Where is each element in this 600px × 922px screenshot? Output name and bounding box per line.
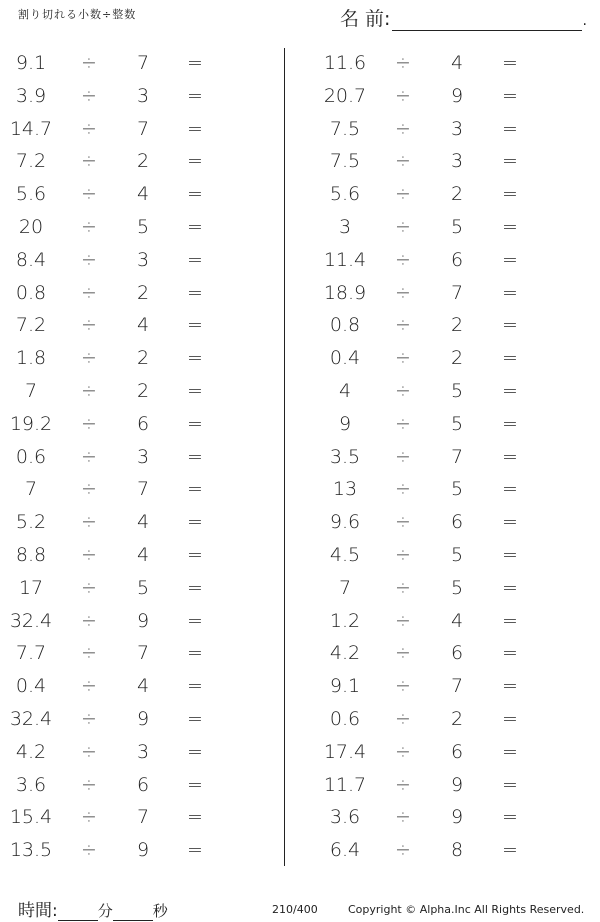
equals-sign: =	[187, 642, 203, 665]
dividend: 4.5	[329, 543, 361, 566]
dividend: 13.5	[9, 839, 53, 862]
equals-sign: =	[502, 675, 518, 698]
divisor: 5	[450, 379, 464, 402]
divisor: 5	[450, 412, 464, 435]
divisor: 9	[136, 609, 150, 632]
divisor: 9	[450, 84, 464, 107]
divisor: 4	[136, 314, 150, 337]
divisor: 6	[450, 740, 464, 763]
divide-sign: ÷	[81, 707, 97, 730]
divisor: 2	[450, 707, 464, 730]
dividend: 7	[24, 379, 38, 402]
dividend: 0.6	[329, 707, 361, 730]
equals-sign: =	[502, 478, 518, 501]
divide-sign: ÷	[81, 117, 97, 140]
dividend: 11.6	[323, 52, 367, 74]
dividend: 0.6	[15, 445, 47, 468]
divide-sign: ÷	[81, 839, 97, 862]
seconds-unit: 秒	[152, 902, 168, 920]
dividend: 3.5	[329, 445, 361, 468]
equals-sign: =	[187, 183, 203, 206]
divide-sign: ÷	[395, 281, 411, 304]
divisor: 8	[450, 839, 464, 862]
equals-sign: =	[187, 215, 203, 238]
dividend: 7.2	[15, 150, 47, 173]
dividend: 5.2	[15, 511, 47, 534]
divisor: 7	[450, 445, 464, 468]
dividend: 3.6	[329, 806, 361, 829]
divisor: 2	[136, 379, 150, 402]
divide-sign: ÷	[395, 347, 411, 370]
page-count: 210/400	[272, 903, 318, 916]
divisor: 5	[450, 576, 464, 599]
equals-sign: =	[187, 347, 203, 370]
divide-sign: ÷	[395, 478, 411, 501]
divisor: 6	[450, 642, 464, 665]
equals-sign: =	[187, 675, 203, 698]
divisor: 9	[450, 806, 464, 829]
equals-sign: =	[187, 412, 203, 435]
dividend: 19.2	[9, 412, 53, 435]
divide-sign: ÷	[395, 675, 411, 698]
minutes-unit: 分	[97, 902, 113, 920]
divide-sign: ÷	[81, 511, 97, 534]
divide-sign: ÷	[81, 248, 97, 271]
divisor: 5	[136, 215, 150, 238]
dividend: 14.7	[9, 117, 53, 140]
divisor: 7	[136, 117, 150, 140]
divisor: 7	[136, 642, 150, 665]
divisor: 4	[136, 675, 150, 698]
dividend: 17.4	[323, 740, 367, 763]
column-divider	[284, 48, 285, 866]
divide-sign: ÷	[81, 576, 97, 599]
divisor: 4	[136, 511, 150, 534]
divisor: 9	[136, 707, 150, 730]
equals-sign: =	[502, 773, 518, 796]
dividend: 7.7	[15, 642, 47, 665]
divide-sign: ÷	[395, 215, 411, 238]
equals-sign: =	[502, 642, 518, 665]
equals-sign: =	[502, 576, 518, 599]
name-end-dot: .	[582, 13, 587, 29]
divide-sign: ÷	[395, 839, 411, 862]
divide-sign: ÷	[81, 609, 97, 632]
equals-sign: =	[187, 478, 203, 501]
dividend: 0.4	[329, 347, 361, 370]
divisor: 6	[136, 412, 150, 435]
divide-sign: ÷	[395, 773, 411, 796]
divide-sign: ÷	[395, 150, 411, 173]
divisor: 2	[450, 314, 464, 337]
worksheet-title: 割り切れる小数÷整数	[18, 8, 137, 21]
dividend: 8.8	[15, 543, 47, 566]
equals-sign: =	[187, 314, 203, 337]
equals-sign: =	[502, 511, 518, 534]
dividend: 20	[18, 215, 44, 238]
divide-sign: ÷	[81, 806, 97, 829]
dividend: 5.6	[329, 183, 361, 206]
divide-sign: ÷	[395, 445, 411, 468]
divide-sign: ÷	[395, 84, 411, 107]
divisor: 3	[136, 740, 150, 763]
divide-sign: ÷	[81, 150, 97, 173]
time-label: 時間:	[18, 901, 58, 921]
divide-sign: ÷	[81, 675, 97, 698]
divide-sign: ÷	[395, 511, 411, 534]
minutes-blank	[58, 902, 98, 921]
divisor: 5	[450, 543, 464, 566]
dividend: 4.2	[15, 740, 47, 763]
equals-sign: =	[502, 248, 518, 271]
equals-sign: =	[502, 609, 518, 632]
dividend: 7	[24, 478, 38, 501]
name-blank-line	[392, 12, 582, 31]
divide-sign: ÷	[81, 543, 97, 566]
dividend: 9.1	[15, 52, 47, 74]
dividend: 13	[332, 478, 358, 501]
dividend: 0.4	[15, 675, 47, 698]
time-record	[18, 896, 168, 921]
divide-sign: ÷	[81, 642, 97, 665]
divisor: 9	[136, 839, 150, 862]
divisor: 4	[136, 183, 150, 206]
dividend: 4	[338, 379, 352, 402]
divide-sign: ÷	[395, 576, 411, 599]
divisor: 5	[450, 478, 464, 501]
divisor: 7	[136, 806, 150, 829]
divisor: 4	[450, 52, 464, 74]
divisor: 2	[450, 347, 464, 370]
dividend: 32.4	[9, 707, 53, 730]
divide-sign: ÷	[395, 183, 411, 206]
divisor: 4	[450, 609, 464, 632]
divide-sign: ÷	[395, 412, 411, 435]
equals-sign: =	[187, 84, 203, 107]
equals-sign: =	[187, 839, 203, 862]
dividend: 3.6	[15, 773, 47, 796]
divisor: 6	[450, 511, 464, 534]
divisor: 6	[450, 248, 464, 271]
divide-sign: ÷	[81, 281, 97, 304]
divisor: 3	[136, 445, 150, 468]
divisor: 6	[136, 773, 150, 796]
divisor: 5	[136, 576, 150, 599]
dividend: 5.6	[15, 183, 47, 206]
divisor: 3	[450, 150, 464, 173]
equals-sign: =	[502, 379, 518, 402]
equals-sign: =	[187, 543, 203, 566]
equals-sign: =	[187, 150, 203, 173]
divide-sign: ÷	[395, 543, 411, 566]
equals-sign: =	[187, 117, 203, 140]
divide-sign: ÷	[395, 609, 411, 632]
equals-sign: =	[187, 248, 203, 271]
divide-sign: ÷	[395, 642, 411, 665]
divide-sign: ÷	[395, 314, 411, 337]
equals-sign: =	[187, 511, 203, 534]
divide-sign: ÷	[395, 379, 411, 402]
seconds-blank	[113, 902, 153, 921]
divisor: 2	[450, 183, 464, 206]
divide-sign: ÷	[81, 412, 97, 435]
dividend: 1.8	[15, 347, 47, 370]
name-field-area	[340, 4, 587, 31]
divide-sign: ÷	[395, 248, 411, 271]
divisor: 3	[136, 84, 150, 107]
equals-sign: =	[187, 576, 203, 599]
divide-sign: ÷	[81, 314, 97, 337]
equals-sign: =	[187, 445, 203, 468]
divide-sign: ÷	[81, 379, 97, 402]
dividend: 11.7	[323, 773, 367, 796]
copyright-notice: Copyright © Alpha.Inc All Rights Reserved.	[348, 903, 585, 916]
equals-sign: =	[502, 740, 518, 763]
equals-sign: =	[502, 314, 518, 337]
divide-sign: ÷	[81, 740, 97, 763]
dividend: 9	[338, 412, 352, 435]
divide-sign: ÷	[395, 707, 411, 730]
divide-sign: ÷	[395, 52, 411, 74]
divisor: 9	[450, 773, 464, 796]
name-label: 名 前:	[340, 8, 391, 30]
divide-sign: ÷	[81, 347, 97, 370]
divisor: 3	[450, 117, 464, 140]
equals-sign: =	[502, 117, 518, 140]
dividend: 32.4	[9, 609, 53, 632]
divide-sign: ÷	[81, 445, 97, 468]
dividend: 3	[338, 215, 352, 238]
equals-sign: =	[502, 806, 518, 829]
divide-sign: ÷	[81, 215, 97, 238]
equals-sign: =	[502, 707, 518, 730]
dividend: 18.9	[323, 281, 367, 304]
divide-sign: ÷	[81, 478, 97, 501]
divide-sign: ÷	[81, 84, 97, 107]
divide-sign: ÷	[395, 806, 411, 829]
equals-sign: =	[502, 84, 518, 107]
equals-sign: =	[502, 52, 518, 74]
divide-sign: ÷	[81, 183, 97, 206]
dividend: 11.4	[323, 248, 367, 271]
equals-sign: =	[502, 543, 518, 566]
dividend: 8.4	[15, 248, 47, 271]
dividend: 6.4	[329, 839, 361, 862]
dividend: 4.2	[329, 642, 361, 665]
divide-sign: ÷	[81, 52, 97, 74]
equals-sign: =	[187, 379, 203, 402]
equals-sign: =	[502, 839, 518, 862]
dividend: 0.8	[329, 314, 361, 337]
equals-sign: =	[502, 445, 518, 468]
dividend: 0.8	[15, 281, 47, 304]
equals-sign: =	[187, 740, 203, 763]
dividend: 7.5	[329, 117, 361, 140]
divisor: 4	[136, 543, 150, 566]
equals-sign: =	[502, 150, 518, 173]
divisor: 2	[136, 347, 150, 370]
equals-sign: =	[502, 412, 518, 435]
divisor: 3	[136, 248, 150, 271]
dividend: 15.4	[9, 806, 53, 829]
dividend: 7	[338, 576, 352, 599]
equals-sign: =	[502, 281, 518, 304]
dividend: 9.1	[329, 675, 361, 698]
dividend: 7.2	[15, 314, 47, 337]
divide-sign: ÷	[395, 117, 411, 140]
dividend: 7.5	[329, 150, 361, 173]
divisor: 7	[136, 478, 150, 501]
dividend: 17	[18, 576, 44, 599]
dividend: 1.2	[329, 609, 361, 632]
divisor: 7	[450, 675, 464, 698]
equals-sign: =	[502, 183, 518, 206]
divisor: 7	[136, 52, 150, 74]
equals-sign: =	[187, 609, 203, 632]
equals-sign: =	[187, 806, 203, 829]
divisor: 2	[136, 281, 150, 304]
divide-sign: ÷	[395, 740, 411, 763]
equals-sign: =	[187, 707, 203, 730]
equals-sign: =	[187, 773, 203, 796]
equals-sign: =	[187, 52, 203, 74]
equals-sign: =	[187, 281, 203, 304]
dividend: 3.9	[15, 84, 47, 107]
dividend: 9.6	[329, 511, 361, 534]
divisor: 2	[136, 150, 150, 173]
equals-sign: =	[502, 215, 518, 238]
divisor: 5	[450, 215, 464, 238]
dividend: 20.7	[323, 84, 367, 107]
divide-sign: ÷	[81, 773, 97, 796]
equals-sign: =	[502, 347, 518, 370]
divisor: 7	[450, 281, 464, 304]
